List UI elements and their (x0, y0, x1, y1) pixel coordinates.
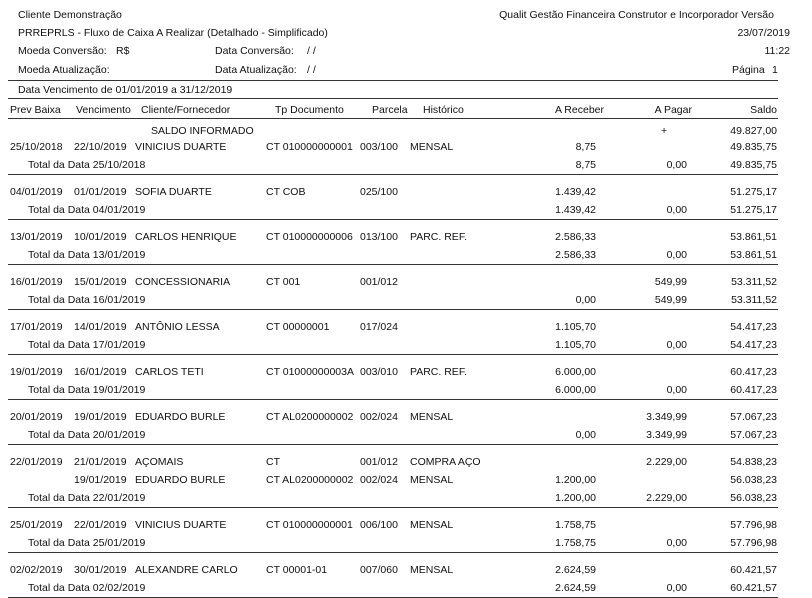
row-tp-documento: CT 010000000001 (266, 141, 353, 153)
row-prev-baixa: 20/01/2019 (10, 411, 63, 423)
total-a-receber: 2.624,59 (555, 582, 596, 595)
total-a-receber: 1.439,42 (555, 204, 596, 217)
row-cliente: EDUARDO BURLE (135, 411, 226, 423)
row-historico: MENSAL (410, 141, 454, 153)
row-historico: COMPRA AÇO (410, 456, 481, 468)
row-prev-baixa: 22/01/2019 (10, 456, 63, 468)
row-parcela: 006/100 (360, 519, 398, 532)
col-saldo: Saldo (750, 104, 777, 116)
row-saldo: 53.861,51 (730, 231, 777, 243)
row-vencimento: 16/01/2019 (74, 366, 127, 378)
page-number: 1 (772, 64, 778, 76)
row-vencimento: 22/10/2019 (74, 141, 127, 153)
row-tp-documento: CT 010000000001 (266, 519, 353, 532)
col-prev-baixa: Prev Baixa (10, 104, 61, 116)
saldo-informado-label: SALDO INFORMADO (151, 125, 254, 137)
company-version: Qualit Gestão Financeira Construtor e Incorporador Versão (499, 9, 774, 21)
data-atualizacao-label: Data Atualização: (215, 64, 297, 76)
total-label: Total da Data 16/01/2019 (28, 294, 146, 307)
group-divider (8, 399, 778, 400)
group-divider (8, 219, 778, 220)
saldo-informado-sign: + (661, 125, 668, 137)
total-label: Total da Data 22/01/2019 (28, 492, 146, 505)
total-label: Total da Data 20/01/2019 (28, 429, 146, 442)
row-a-pagar: 549,99 (654, 276, 687, 288)
row-parcela: 002/024 (360, 474, 398, 487)
col-tp-documento: Tp Documento (275, 104, 344, 116)
row-a-pagar: 3.349,99 (646, 411, 687, 423)
row-prev-baixa: 19/01/2019 (10, 366, 63, 378)
total-a-receber: 0,00 (575, 429, 596, 442)
data-conversao-label: Data Conversão: (215, 45, 294, 57)
total-saldo: 57.796,98 (730, 537, 777, 550)
row-a-receber: 1.439,42 (555, 186, 596, 198)
row-tp-documento: CT AL0200000002 (266, 474, 354, 487)
row-prev-baixa: 16/01/2019 (10, 276, 63, 288)
total-label: Total da Data 25/10/2018 (28, 159, 146, 172)
total-a-receber: 2.586,33 (555, 249, 596, 262)
row-parcela: 025/100 (360, 186, 398, 198)
row-a-receber: 1.200,00 (555, 474, 596, 487)
row-historico: MENSAL (410, 411, 454, 423)
group-divider (8, 552, 778, 553)
total-saldo: 53.861,51 (730, 249, 777, 262)
row-saldo: 49.835,75 (730, 141, 777, 153)
column-header-bottom-line (8, 118, 778, 119)
header-divider (8, 80, 778, 81)
col-historico: Histórico (423, 104, 464, 116)
client-name: Cliente Demonstração (18, 9, 122, 21)
row-tp-documento: CT COB (266, 186, 306, 198)
row-cliente: CARLOS TETI (135, 366, 204, 378)
row-parcela: 017/024 (360, 321, 398, 333)
col-parcela: Parcela (372, 104, 408, 116)
row-saldo: 53.311,52 (731, 276, 777, 288)
group-divider (8, 174, 778, 175)
row-a-receber: 2.586,33 (555, 231, 596, 243)
report-time: 11:22 (764, 45, 790, 57)
row-a-receber: 1.105,70 (555, 321, 596, 333)
total-saldo: 60.417,23 (730, 384, 777, 397)
row-historico: PARC. REF. (410, 366, 467, 378)
row-historico: MENSAL (410, 564, 454, 577)
row-vencimento: 15/01/2019 (74, 276, 127, 288)
report-date: 23/07/2019 (737, 27, 790, 39)
row-vencimento: 22/01/2019 (74, 519, 127, 532)
row-prev-baixa: 13/01/2019 (10, 231, 63, 243)
total-saldo: 60.421,57 (730, 582, 777, 595)
row-cliente: SOFIA DUARTE (135, 186, 212, 198)
row-vencimento: 21/01/2019 (74, 456, 127, 468)
row-tp-documento: CT AL0200000002 (266, 411, 354, 423)
total-a-pagar: 549,99 (654, 294, 687, 307)
moeda-atualizacao-label: Moeda Atualização: (18, 64, 110, 76)
row-tp-documento: CT (266, 456, 280, 468)
total-a-receber: 1.758,75 (555, 537, 596, 550)
group-divider (8, 354, 778, 355)
filter-range: Data Vencimento de 01/01/2019 a 31/12/2019 (18, 84, 233, 96)
row-tp-documento: CT 00001-01 (266, 564, 328, 577)
row-prev-baixa: 04/01/2019 (10, 186, 63, 198)
page-label: Página (732, 64, 765, 76)
total-saldo: 51.275,17 (730, 204, 777, 217)
row-a-receber: 6.000,00 (555, 366, 596, 378)
total-a-pagar: 2.229,00 (646, 492, 687, 505)
data-atualizacao-value: / / (307, 64, 316, 76)
col-cliente: Cliente/Fornecedor (141, 104, 231, 116)
moeda-conversao-value: R$ (116, 45, 130, 57)
total-saldo: 49.835,75 (730, 159, 777, 172)
group-divider (8, 507, 778, 508)
group-divider (8, 444, 778, 445)
row-cliente: CARLOS HENRIQUE (135, 231, 237, 243)
row-a-receber: 2.624,59 (555, 564, 596, 577)
total-a-pagar: 0,00 (666, 339, 687, 352)
total-label: Total da Data 13/01/2019 (28, 249, 146, 262)
column-header-top-line (8, 98, 778, 99)
row-a-receber: 8,75 (575, 141, 596, 153)
total-label: Total da Data 02/02/2019 (28, 582, 146, 595)
row-cliente: ALEXANDRE CARLO (135, 564, 238, 577)
row-cliente: EDUARDO BURLE (135, 474, 226, 487)
data-conversao-value: / / (307, 45, 316, 57)
row-saldo: 57.796,98 (730, 519, 777, 532)
row-historico: PARC. REF. (410, 231, 467, 243)
saldo-informado-value: 49.827,00 (730, 125, 777, 137)
total-label: Total da Data 19/01/2019 (28, 384, 146, 397)
total-label: Total da Data 25/01/2019 (28, 537, 146, 550)
row-saldo: 54.417,23 (730, 321, 777, 333)
row-prev-baixa: 25/01/2019 (10, 519, 63, 532)
row-vencimento: 10/01/2019 (74, 231, 127, 243)
total-a-receber: 0,00 (575, 294, 596, 307)
row-cliente: VINICIUS DUARTE (135, 141, 227, 153)
row-saldo: 57.067,23 (730, 411, 777, 423)
row-tp-documento: CT 010000000006 (266, 231, 353, 243)
row-vencimento: 19/01/2019 (74, 474, 127, 487)
col-a-pagar: A Pagar (654, 104, 692, 116)
row-vencimento: 30/01/2019 (74, 564, 127, 577)
total-saldo: 53.311,52 (731, 294, 777, 307)
total-a-receber: 6.000,00 (555, 384, 596, 397)
row-tp-documento: CT 01000000003A (266, 366, 354, 378)
total-saldo: 56.038,23 (730, 492, 777, 505)
row-tp-documento: CT 00000001 (266, 321, 330, 333)
row-vencimento: 19/01/2019 (74, 411, 127, 423)
row-prev-baixa: 02/02/2019 (10, 564, 63, 577)
total-label: Total da Data 17/01/2019 (28, 339, 146, 352)
total-a-pagar: 0,00 (666, 537, 687, 550)
row-saldo: 60.421,57 (730, 564, 777, 577)
row-historico: MENSAL (410, 474, 454, 487)
row-parcela: 002/024 (360, 411, 398, 423)
row-cliente: VINICIUS DUARTE (135, 519, 227, 532)
group-divider (8, 309, 778, 310)
col-vencimento: Vencimento (76, 104, 131, 116)
row-prev-baixa: 25/10/2018 (10, 141, 63, 153)
row-historico: MENSAL (410, 519, 454, 532)
row-parcela: 007/060 (360, 564, 398, 577)
total-a-pagar: 3.349,99 (646, 429, 687, 442)
row-parcela: 001/012 (360, 456, 398, 468)
row-cliente: ANTÔNIO LESSA (135, 321, 220, 333)
total-a-pagar: 0,00 (666, 582, 687, 595)
row-saldo: 54.838,23 (730, 456, 777, 468)
report-title: PRREPRLS - Fluxo de Caixa A Realizar (Detalhado - Simplificado) (18, 27, 328, 39)
row-saldo: 56.038,23 (730, 474, 777, 487)
total-a-pagar: 0,00 (666, 249, 687, 262)
row-cliente: AÇOMAIS (135, 456, 184, 468)
total-a-pagar: 0,00 (666, 384, 687, 397)
row-parcela: 003/100 (360, 141, 398, 153)
total-a-receber: 1.105,70 (555, 339, 596, 352)
row-prev-baixa: 17/01/2019 (10, 321, 63, 333)
total-a-receber: 1.200,00 (555, 492, 596, 505)
col-a-receber: A Receber (554, 104, 604, 116)
row-vencimento: 01/01/2019 (74, 186, 127, 198)
total-saldo: 54.417,23 (730, 339, 777, 352)
row-parcela: 013/100 (360, 231, 398, 243)
total-a-receber: 8,75 (575, 159, 596, 172)
total-label: Total da Data 04/01/2019 (28, 204, 146, 217)
row-a-receber: 1.758,75 (555, 519, 596, 532)
row-vencimento: 14/01/2019 (74, 321, 127, 333)
row-saldo: 60.417,23 (730, 366, 777, 378)
row-saldo: 51.275,17 (730, 186, 777, 198)
row-cliente: CONCESSIONARIA (135, 276, 231, 288)
total-a-pagar: 0,00 (666, 159, 687, 172)
total-a-pagar: 0,00 (666, 204, 687, 217)
total-saldo: 57.067,23 (730, 429, 777, 442)
row-parcela: 001/012 (360, 276, 398, 288)
row-tp-documento: CT 001 (266, 276, 301, 288)
moeda-conversao-label: Moeda Conversão: (18, 45, 107, 57)
row-a-pagar: 2.229,00 (646, 456, 687, 468)
group-divider (8, 264, 778, 265)
row-parcela: 003/010 (360, 366, 398, 378)
